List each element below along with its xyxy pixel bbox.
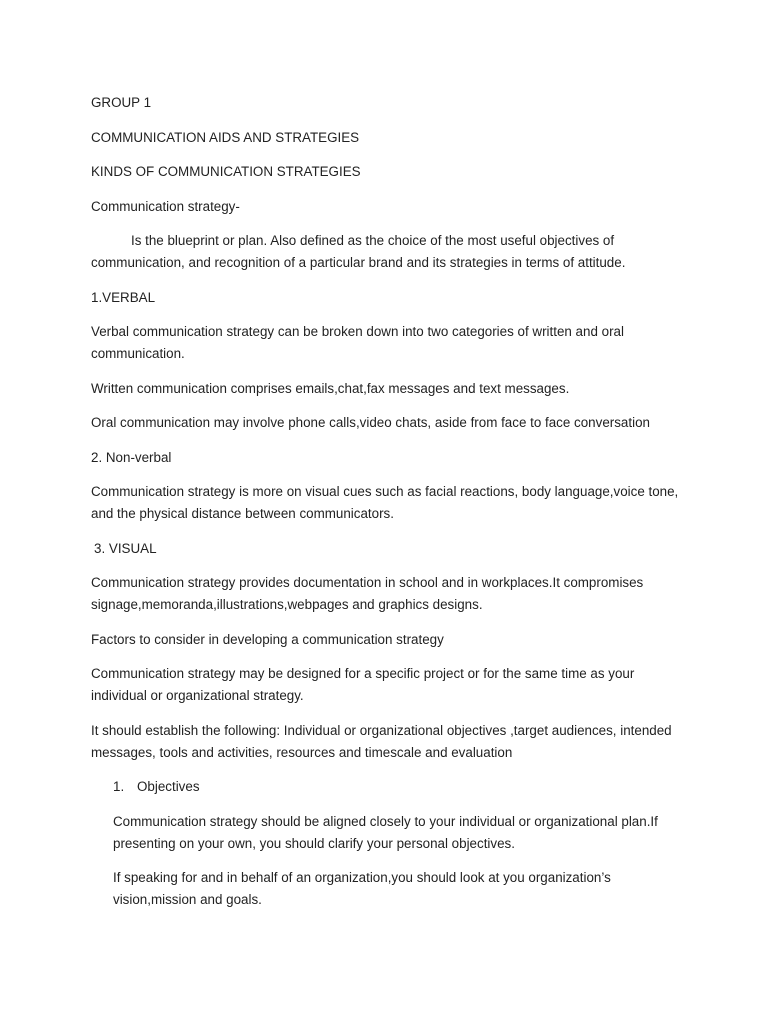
numbered-list bbox=[91, 776, 691, 911]
nonverbal-heading: 2. Non-verbal bbox=[91, 449, 172, 465]
strategy-definition: Is the blueprint or plan. Also defined as the choice of the most useful objectives of communication, and recognition of a particular brand and its strategies in terms of attitude. bbox=[91, 233, 626, 270]
list-item-objectives bbox=[113, 776, 691, 798]
objectives-paragraph-2: If speaking for and in behalf of an organization,you should look at you organization’s vision,mission and goals. bbox=[113, 870, 611, 907]
verbal-paragraph-1: Verbal communication strategy can be broken down into two categories of written and oral communication. bbox=[91, 324, 624, 361]
visual-heading: 3. VISUAL bbox=[94, 540, 157, 556]
heading-kinds: KINDS OF COMMUNICATION STRATEGIES bbox=[91, 164, 361, 179]
heading-title: COMMUNICATION AIDS AND STRATEGIES bbox=[91, 129, 360, 145]
factors-paragraph-1: Communication strategy may be designed for a specific project or for the same time as your individual or organizational strategy. bbox=[91, 666, 635, 703]
list-item-number: 1. bbox=[113, 779, 125, 794]
document-body bbox=[91, 92, 691, 924]
verbal-heading: 1.VERBAL bbox=[91, 289, 156, 305]
strategy-label: Communication strategy- bbox=[91, 198, 240, 214]
visual-paragraph-1: Communication strategy provides documentation in school and in workplaces.It compromises signage,memoranda,illustrations,webpages and graphics designs. bbox=[91, 575, 644, 612]
factors-paragraph-2: It should establish the following: Individual or organizational objectives ,target audiences, intended messages, tools and activities, resources and timescale and evaluation bbox=[91, 722, 672, 760]
factors-heading: Factors to consider in developing a communication strategy bbox=[91, 631, 444, 647]
nonverbal-paragraph-1: Communication strategy is more on visual cues such as facial reactions, body language,voice tone, and the physical distance between communicators. bbox=[91, 484, 679, 521]
verbal-paragraph-3: Oral communication may involve phone calls,video chats, aside from face to face conversation bbox=[91, 415, 650, 430]
list-item-title: Objectives bbox=[137, 779, 200, 794]
heading-group: GROUP 1 bbox=[91, 95, 152, 110]
verbal-paragraph-2: Written communication comprises emails,chat,fax messages and text messages. bbox=[91, 380, 570, 396]
objectives-paragraph-1: Communication strategy should be aligned closely to your individual or organizational plan.If presenting on your own, you should clarify your personal objectives. bbox=[113, 813, 658, 851]
